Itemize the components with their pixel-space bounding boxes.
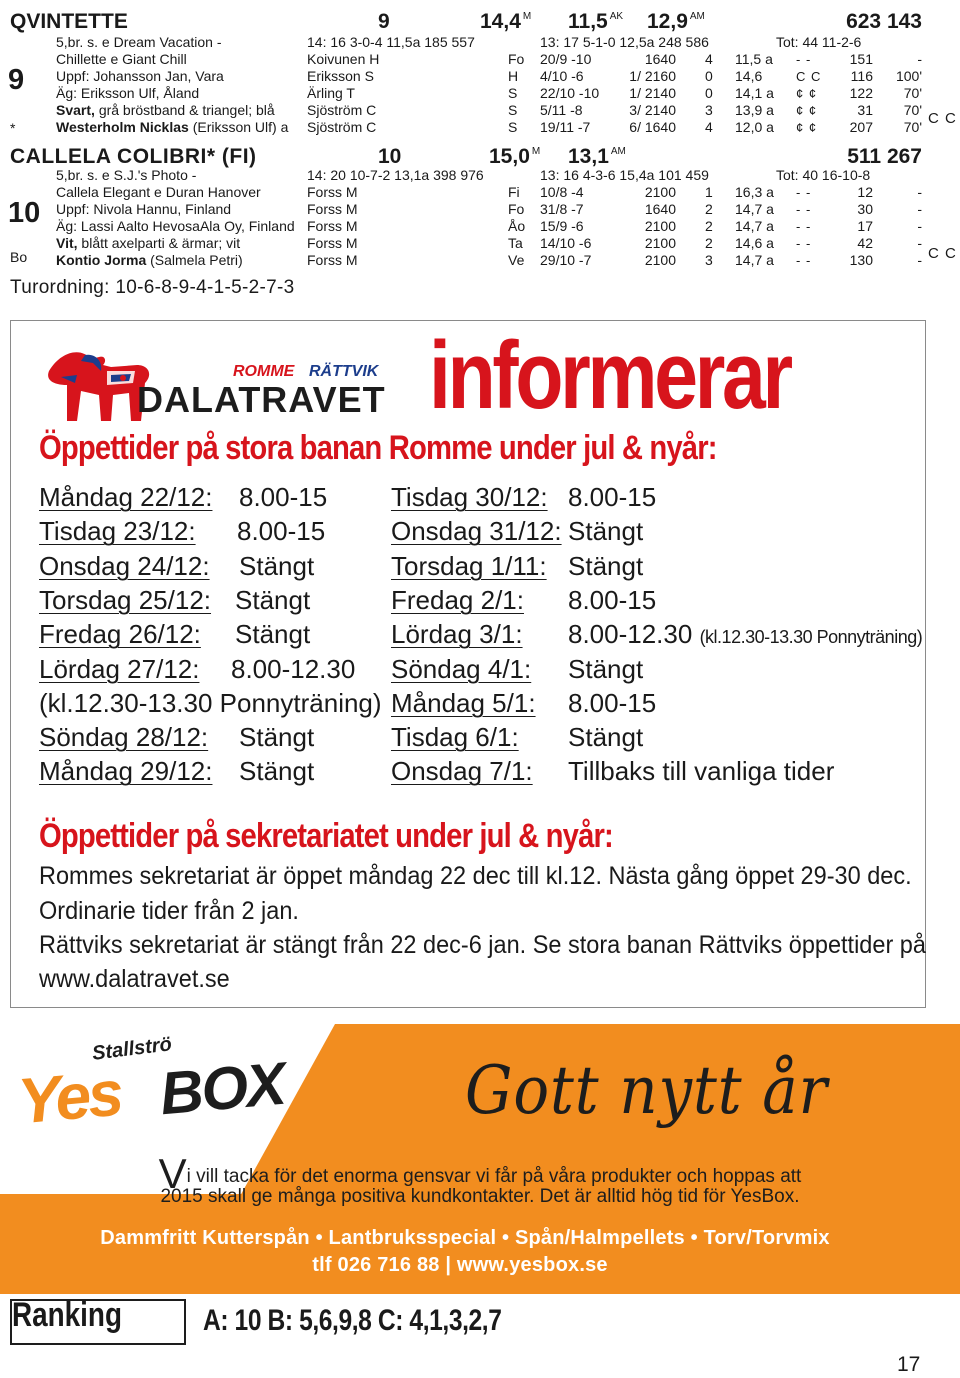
cell-c10: 70': [903, 102, 922, 118]
race-row: [0, 102, 960, 119]
row-text: 5,br. s. e S.J.'s Photo -: [56, 167, 197, 183]
cell-c5: 2100: [644, 252, 676, 268]
cell-c2: Ärling T: [307, 85, 355, 101]
cell-c6: 1: [705, 184, 713, 200]
cell-c10: -: [917, 201, 922, 217]
record-1: 14,4 $^M$: [480, 10, 532, 33]
sekretariat-line: Ordinarie tider från 2 jan.: [39, 897, 299, 925]
schedule-day: Tisdag 30/12:: [391, 482, 548, 512]
cell-c9: 42: [857, 235, 873, 251]
cell-c8: - -: [796, 185, 812, 200]
cell-c10: 70': [903, 119, 922, 135]
cell-c3: S: [508, 119, 518, 135]
cell-c9: 130: [849, 252, 873, 268]
race-row: [0, 119, 960, 136]
cell-c4: 15/9 -6: [540, 218, 584, 234]
row-text: Äg: Lassi Aalto HevosaAla Oy, Finland: [56, 218, 295, 234]
cell-c3: S: [508, 102, 518, 118]
cell-c8: - -: [796, 219, 812, 234]
logo-stallstro: Stallströ: [90, 1033, 174, 1065]
cell-c2: Forss M: [307, 252, 358, 268]
cell-c9: 17: [857, 218, 873, 234]
cell-c3: Fo: [508, 51, 525, 67]
logo-romme: ROMME: [233, 363, 295, 380]
cell-c3: Fi: [508, 184, 520, 200]
cell-c10: 70': [903, 85, 922, 101]
record-2: 13,1 $^{AM}$: [568, 145, 626, 168]
cell-c7: 14,6: [735, 68, 763, 84]
schedule-time: 8.00-12.30 (kl.12.30-13.30 Ponnyträning): [568, 619, 923, 650]
cell-c8: - -: [796, 253, 812, 268]
stats-2013: 13: 16 4-3-6 15,4a 101 459: [540, 167, 709, 183]
cell-c5: 3/ 2140: [629, 102, 676, 118]
logo-rattvik: RÄTTVIK: [309, 363, 379, 380]
logo-box: BOX: [157, 1049, 287, 1128]
pedigree-stats-row: [0, 167, 960, 184]
heading-sekretariat: Öppettider på sekretariatet under jul & nyår:: [39, 817, 613, 855]
cell-c5: 2100: [644, 235, 676, 251]
cell-c7: 11,5 a: [735, 51, 773, 67]
race-row: [0, 51, 960, 68]
cell-c10: -: [917, 218, 922, 234]
horse-entry-9: [0, 10, 960, 138]
cell-c5: 2100: [644, 218, 676, 234]
schedule-time: 8.00-15: [568, 584, 657, 615]
schedule-day: Söndag 4/1:: [391, 653, 532, 684]
cell-c2: Koivunen H: [307, 51, 380, 67]
cell-c7: 12,0 a: [735, 119, 774, 135]
yesbox-ad: [0, 1024, 960, 1294]
schedule-day: Fredag 2/1:: [391, 584, 524, 615]
cell-c6: 4: [705, 51, 713, 67]
cell-c8: - -: [796, 202, 812, 217]
cell-c4: 19/11 -7: [540, 119, 591, 135]
pedigree-stats-row: [0, 34, 960, 51]
cell-c9: 207: [849, 119, 873, 135]
schedule-day: Söndag 28/12:: [39, 722, 209, 752]
cell-c6: 2: [705, 218, 713, 234]
cell-c4: 22/10 -10: [540, 85, 600, 101]
cell-c7: 14,6 a: [735, 235, 774, 251]
record-1: 15,0 $^M$: [489, 145, 541, 168]
product-list: Dammfritt Kutterspån • Lantbruksspecial • Spån/Halmpellets • Torv/Torvmix: [100, 1227, 830, 1249]
cell-c5: 1640: [644, 201, 676, 217]
schedule-day: Onsdag 31/12:: [391, 516, 562, 547]
cell-c4: 4/10 -6: [540, 68, 584, 84]
cell-c6: 0: [705, 68, 713, 84]
row-text: Svart, grå bröstband & triangel; blå: [56, 102, 275, 118]
cell-c3: Åo: [508, 218, 526, 234]
cell-c3: H: [508, 68, 519, 84]
race-row: [0, 252, 960, 269]
cell-c9: 122: [849, 85, 873, 101]
horse-number: 10: [378, 145, 402, 168]
schedule-time: Stängt: [235, 584, 311, 615]
cell-c5: 1/ 2160: [629, 68, 676, 84]
race-row: [0, 184, 960, 201]
race-row: [0, 218, 960, 235]
cell-c2: Forss M: [307, 235, 358, 251]
row-text: Vit, blått axelparti & ärmar; vit: [56, 235, 241, 251]
shoe-side-mark: C C: [928, 110, 957, 127]
gott-nytt-ar: Gott nytt år: [465, 1052, 828, 1129]
cell-c5: 2100: [644, 184, 676, 200]
cell-c6: 0: [705, 85, 713, 101]
cell-c10: -: [917, 51, 922, 67]
cell-c3: S: [508, 85, 518, 101]
cell-c2: 14: 16 3-0-4 11,5a 185 557: [307, 34, 475, 50]
race-row: [0, 85, 960, 102]
schedule-day: Tisdag 6/1:: [391, 722, 519, 753]
row-text: Callela Elegant e Duran Hanover: [56, 184, 261, 200]
ranking-values: A: 10 B: 5,6,9,8 C: 4,1,3,2,7: [203, 1304, 502, 1337]
ranking-label: Ranking: [12, 1296, 122, 1334]
cell-c8: C C: [796, 69, 822, 84]
row-text: Kontio Jorma (Salmela Petri): [56, 252, 243, 268]
logo-yes: Yes: [15, 1056, 124, 1138]
schedule-time: 8.00-15: [239, 482, 328, 512]
earnings: 623 143: [846, 10, 922, 33]
schedule-day: Torsdag 1/11:: [391, 550, 547, 581]
thanks-line-1: Vi vill tacka för det enorma gensvar vi får på våra produkter och hoppas att: [158, 1150, 802, 1197]
cell-c9: 151: [849, 51, 873, 67]
cell-c3: Ta: [508, 235, 523, 251]
cell-c10: -: [917, 235, 922, 251]
stats-total: Tot: 44 11-2-6: [776, 34, 862, 50]
schedule-day: Tisdag 23/12:: [39, 516, 196, 547]
row-text: 5,br. s. e Dream Vacation -: [56, 34, 222, 50]
cell-c9: 31: [857, 102, 873, 118]
cell-c2: Forss M: [307, 201, 358, 217]
schedule-time: Stängt: [235, 619, 311, 650]
cell-c7: 13,9 a: [735, 102, 774, 118]
race-row: [0, 201, 960, 218]
horse-number: 9: [378, 10, 390, 33]
stats-total: Tot: 40 16-10-8: [776, 167, 871, 183]
earnings: 511 267: [847, 145, 922, 168]
horse-name: QVINTETTE: [10, 10, 128, 33]
cell-c5: 6/ 1640: [629, 119, 676, 135]
cell-c2: 14: 20 10-7-2 13,1a 398 976: [307, 167, 484, 183]
side-mark: *: [10, 120, 16, 136]
record-2: 11,5 $^{AK}$: [568, 10, 624, 33]
cell-c8: - -: [796, 52, 812, 67]
schedule-day: Måndag 5/1:: [391, 687, 536, 718]
cell-c8: ¢ ¢: [796, 103, 818, 118]
cell-c5: 1/ 2140: [629, 85, 676, 101]
cell-c8: - -: [796, 236, 812, 251]
schedule-time: Stängt: [568, 550, 644, 581]
horse-name: CALLELA COLIBRI* (FI): [10, 145, 257, 168]
cell-c6: 2: [705, 201, 713, 217]
cell-c7: 14,1 a: [735, 85, 774, 101]
schedule-time: Stängt: [568, 722, 644, 753]
shoe-side-mark: C C: [928, 245, 957, 262]
record-3: 12,9 $^{AM}$: [647, 10, 705, 33]
cell-c3: Fo: [508, 201, 525, 217]
sekretariat-line: Rommes sekretariat är öppet måndag 22 dec till kl.12. Nästa gång öppet 29-30 dec.: [39, 862, 912, 890]
schedule-day: Måndag 22/12:: [39, 482, 213, 512]
race-row: [0, 68, 960, 85]
cell-c7: 14,7 a: [735, 201, 774, 217]
schedule-day: Onsdag 24/12:: [39, 550, 210, 581]
cell-c2: Sjöström C: [307, 119, 377, 135]
schedule-day: Torsdag 25/12:: [39, 584, 212, 615]
page-number: 17: [897, 1353, 921, 1376]
schedule-time: Stängt: [239, 756, 315, 787]
start-number: 9: [8, 64, 25, 96]
cell-c3: Ve: [508, 252, 525, 268]
contact-info: tlf 026 716 88 | www.yesbox.se: [312, 1254, 608, 1276]
cell-c4: 5/11 -8: [540, 102, 583, 118]
cell-c10: -: [917, 184, 922, 200]
cell-c4: 31/8 -7: [540, 201, 584, 217]
schedule-day: Onsdag 7/1:: [391, 756, 533, 787]
cell-c2: Forss M: [307, 218, 358, 234]
cell-c7: 16,3 a: [735, 184, 774, 200]
schedule-time: Tillbaks till vanliga tider: [568, 756, 835, 787]
cell-c6: 3: [705, 252, 713, 268]
race-row: [0, 235, 960, 252]
informerar-title: informerar: [429, 322, 790, 429]
cell-c8: ¢ ¢: [796, 86, 818, 101]
cell-c2: Eriksson S: [307, 68, 374, 84]
row-text: Äg: Eriksson Ulf, Åland: [56, 85, 200, 101]
cell-c6: 2: [705, 235, 713, 251]
sekretariat-line: www.dalatravet.se: [39, 965, 230, 993]
row-text: Westerholm Nicklas (Eriksson Ulf) a: [56, 119, 289, 135]
dalatravet-info-box: [10, 320, 926, 1008]
logo-dalatravet: DALATRAVET: [137, 379, 386, 420]
turordning: Turordning: 10-6-8-9-4-1-5-2-7-3: [10, 277, 295, 298]
schedule-time: Stängt: [239, 722, 315, 752]
schedule-time: Stängt: [568, 653, 644, 684]
cell-c7: 14,7 a: [735, 218, 774, 234]
schedule-day: Lördag 3/1:: [391, 619, 523, 650]
cell-c9: 12: [857, 184, 873, 200]
schedule-time: Stängt: [568, 516, 644, 547]
cell-c4: 10/8 -4: [540, 184, 584, 200]
schedule-time: Stängt: [239, 550, 315, 581]
schedule-time: 8.00-15: [568, 482, 657, 512]
cell-c4: 29/10 -7: [540, 252, 592, 268]
cell-c10: -: [917, 252, 922, 268]
sekretariat-line: Rättviks sekretariat är stängt från 22 dec-6 jan. Se stora banan Rättviks öppettider på: [39, 931, 926, 959]
cell-c2: Forss M: [307, 184, 358, 200]
cell-c8: ¢ ¢: [796, 120, 818, 135]
stats-2013: 13: 17 5-1-0 12,5a 248 586: [540, 34, 709, 50]
heading-romme-hours: Öppettider på stora banan Romme under jul & nyår:: [39, 429, 717, 467]
thanks-line-2: 2015 skall ge många positiva kundkontakter. Det är alltid hög tid för YesBox.: [160, 1186, 800, 1207]
horse-entry-10: [0, 145, 960, 270]
row-text: Uppf: Nivola Hannu, Finland: [56, 201, 232, 217]
side-mark: Bo: [10, 249, 28, 265]
cell-c5: 1640: [644, 51, 676, 67]
start-number: 10: [8, 197, 41, 229]
cell-c4: 14/10 -6: [540, 235, 592, 251]
cell-c6: 4: [705, 119, 713, 135]
row-text: Uppf: Johansson Jan, Vara: [56, 68, 224, 84]
ponny-note: (kl.12.30-13.30 Ponnyträning): [39, 688, 382, 718]
cell-c9: 116: [850, 68, 873, 84]
cell-c6: 3: [705, 102, 713, 118]
schedule-day: Fredag 26/12:: [39, 619, 201, 650]
schedule-time: 8.00-15: [237, 516, 326, 547]
horse-header: [10, 10, 922, 36]
schedule-time: 8.00-12.30: [231, 653, 356, 684]
schedule-time: 8.00-15: [568, 687, 657, 718]
cell-c10: 100': [895, 68, 922, 84]
cell-c2: Sjöström C: [307, 102, 377, 118]
cell-c7: 14,7 a: [735, 252, 774, 268]
schedule-day: Lördag 27/12:: [39, 653, 200, 684]
schedule-day: Måndag 29/12:: [39, 756, 213, 787]
row-text: Chillette e Giant Chill: [56, 51, 187, 67]
cell-c9: 30: [857, 201, 873, 217]
cell-c4: 20/9 -10: [540, 51, 592, 67]
